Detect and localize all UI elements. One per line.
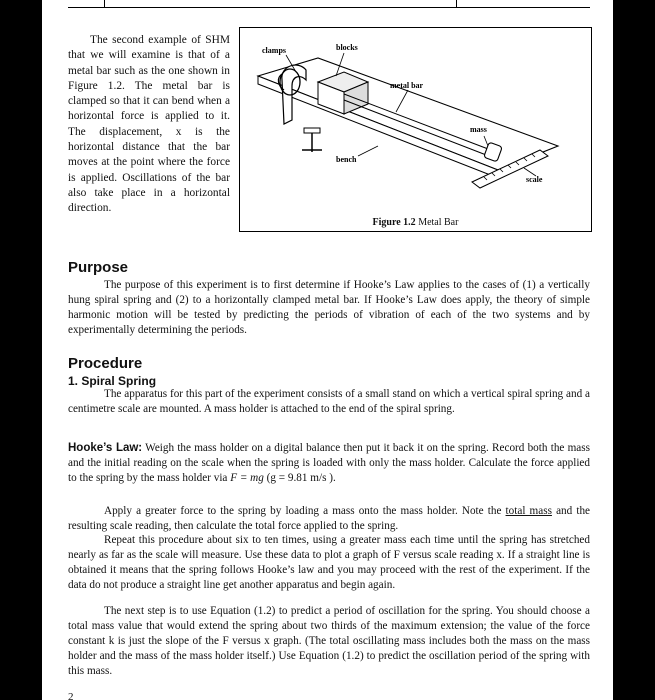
hookes-law-text: Weigh the mass holder on a digital balance then put it back it on the spring. Record both the mass and the initial reading on the scale when the spring is loaded with only the mass holder. Calculate the force applied to the spring by the mass holder via [68, 442, 590, 484]
procedure-heading: Procedure [68, 355, 143, 372]
header-rule [68, 7, 590, 8]
purpose-text: The purpose of this experiment is to first determine if Hooke’s Law applies to the cases of (1) a vertically hung spiral spring and (2) to a horizontally clamped metal bar. If Hooke’s Law does apply, the theory of simple harmonic motion will be tested by predicting the periods of vibration of each of the two systems and by experimentally determining the periods. [68, 279, 590, 336]
label-mass: mass [470, 125, 487, 134]
leader-bench [358, 146, 378, 156]
next-step-paragraph: The next step is to use Equation (1.2) to predict a period of oscillation for the spring. You should choose a total mass value that would extend the spring about two thirds of the maximum extension; the value of the force constant k is just the slope of the F versus x graph. (The total oscillating mass includes both the mass on the mass holder and the mass of the mass holder itself.) Use Equation (1.2) to predict the oscillation period of the spring with this mass. [68, 605, 590, 677]
hookes-law-paragraph [68, 441, 590, 486]
page-number: 2 [68, 691, 74, 700]
intro-paragraph [68, 33, 230, 217]
label-clamps: clamps [262, 46, 286, 55]
hookes-law-g: (g = 9.81 m/s ). [266, 472, 336, 484]
purpose-heading: Purpose [68, 259, 129, 276]
spiral-spring-subheading: 1. Spiral Spring [68, 374, 157, 388]
label-bench: bench [336, 155, 357, 164]
header-tick [104, 0, 105, 7]
figure-caption [240, 217, 591, 228]
apply-force-paragraph [68, 504, 590, 534]
repeat-paragraph: Repeat this procedure about six to ten times, using a greater mass each time until the spring has stretched nearly as far as the scale will measure. Use these data to plot a graph of F versus scale reading x. If a straight line is obtained it means that the spring follows Hooke’s law and you may proceed with the rest of the experiment. If the data do not produce a straight line get another apparatus and begin again. [68, 534, 590, 591]
metal-bar-illustration [240, 28, 593, 218]
figure-metal-bar [239, 27, 592, 232]
figure-caption-number: Figure 1.2 [372, 217, 416, 228]
intro-text: The second example of SHM that we will examine is that of a metal bar such as the one shown in Figure 1.2. The metal bar is clamped so that it can bend when a horizontal force is applied to it. The displacement, x is the horizontal distance that the bar moves at the point where the force is applied. Oscillations of the bar also take place in a horizontal direction. [68, 34, 230, 215]
apply-text-pre: Apply a greater force to the spring by loading a mass onto the mass holder. Note the [104, 505, 502, 517]
apparatus-text: The apparatus for this part of the experiment consists of a small stand on which a vertical spiral spring and a centimetre scale are mounted. A mass holder is attached to the end of the spiral spring. [68, 388, 590, 415]
label-metal-bar: metal bar [390, 81, 424, 90]
apply-total-mass: total mass [505, 505, 552, 517]
clamp-pad [304, 128, 320, 133]
apply-text-post: and the resulting scale reading, then calculate the total force applied to the spring. [68, 505, 591, 532]
figure-caption-title: Metal Bar [418, 217, 459, 228]
document-page [42, 0, 613, 700]
label-blocks: blocks [336, 43, 358, 52]
label-scale: scale [526, 175, 543, 184]
hookes-law-label: Hooke’s Law: [68, 442, 143, 454]
header-tick [456, 0, 457, 7]
hookes-law-formula: F = mg [230, 472, 264, 484]
